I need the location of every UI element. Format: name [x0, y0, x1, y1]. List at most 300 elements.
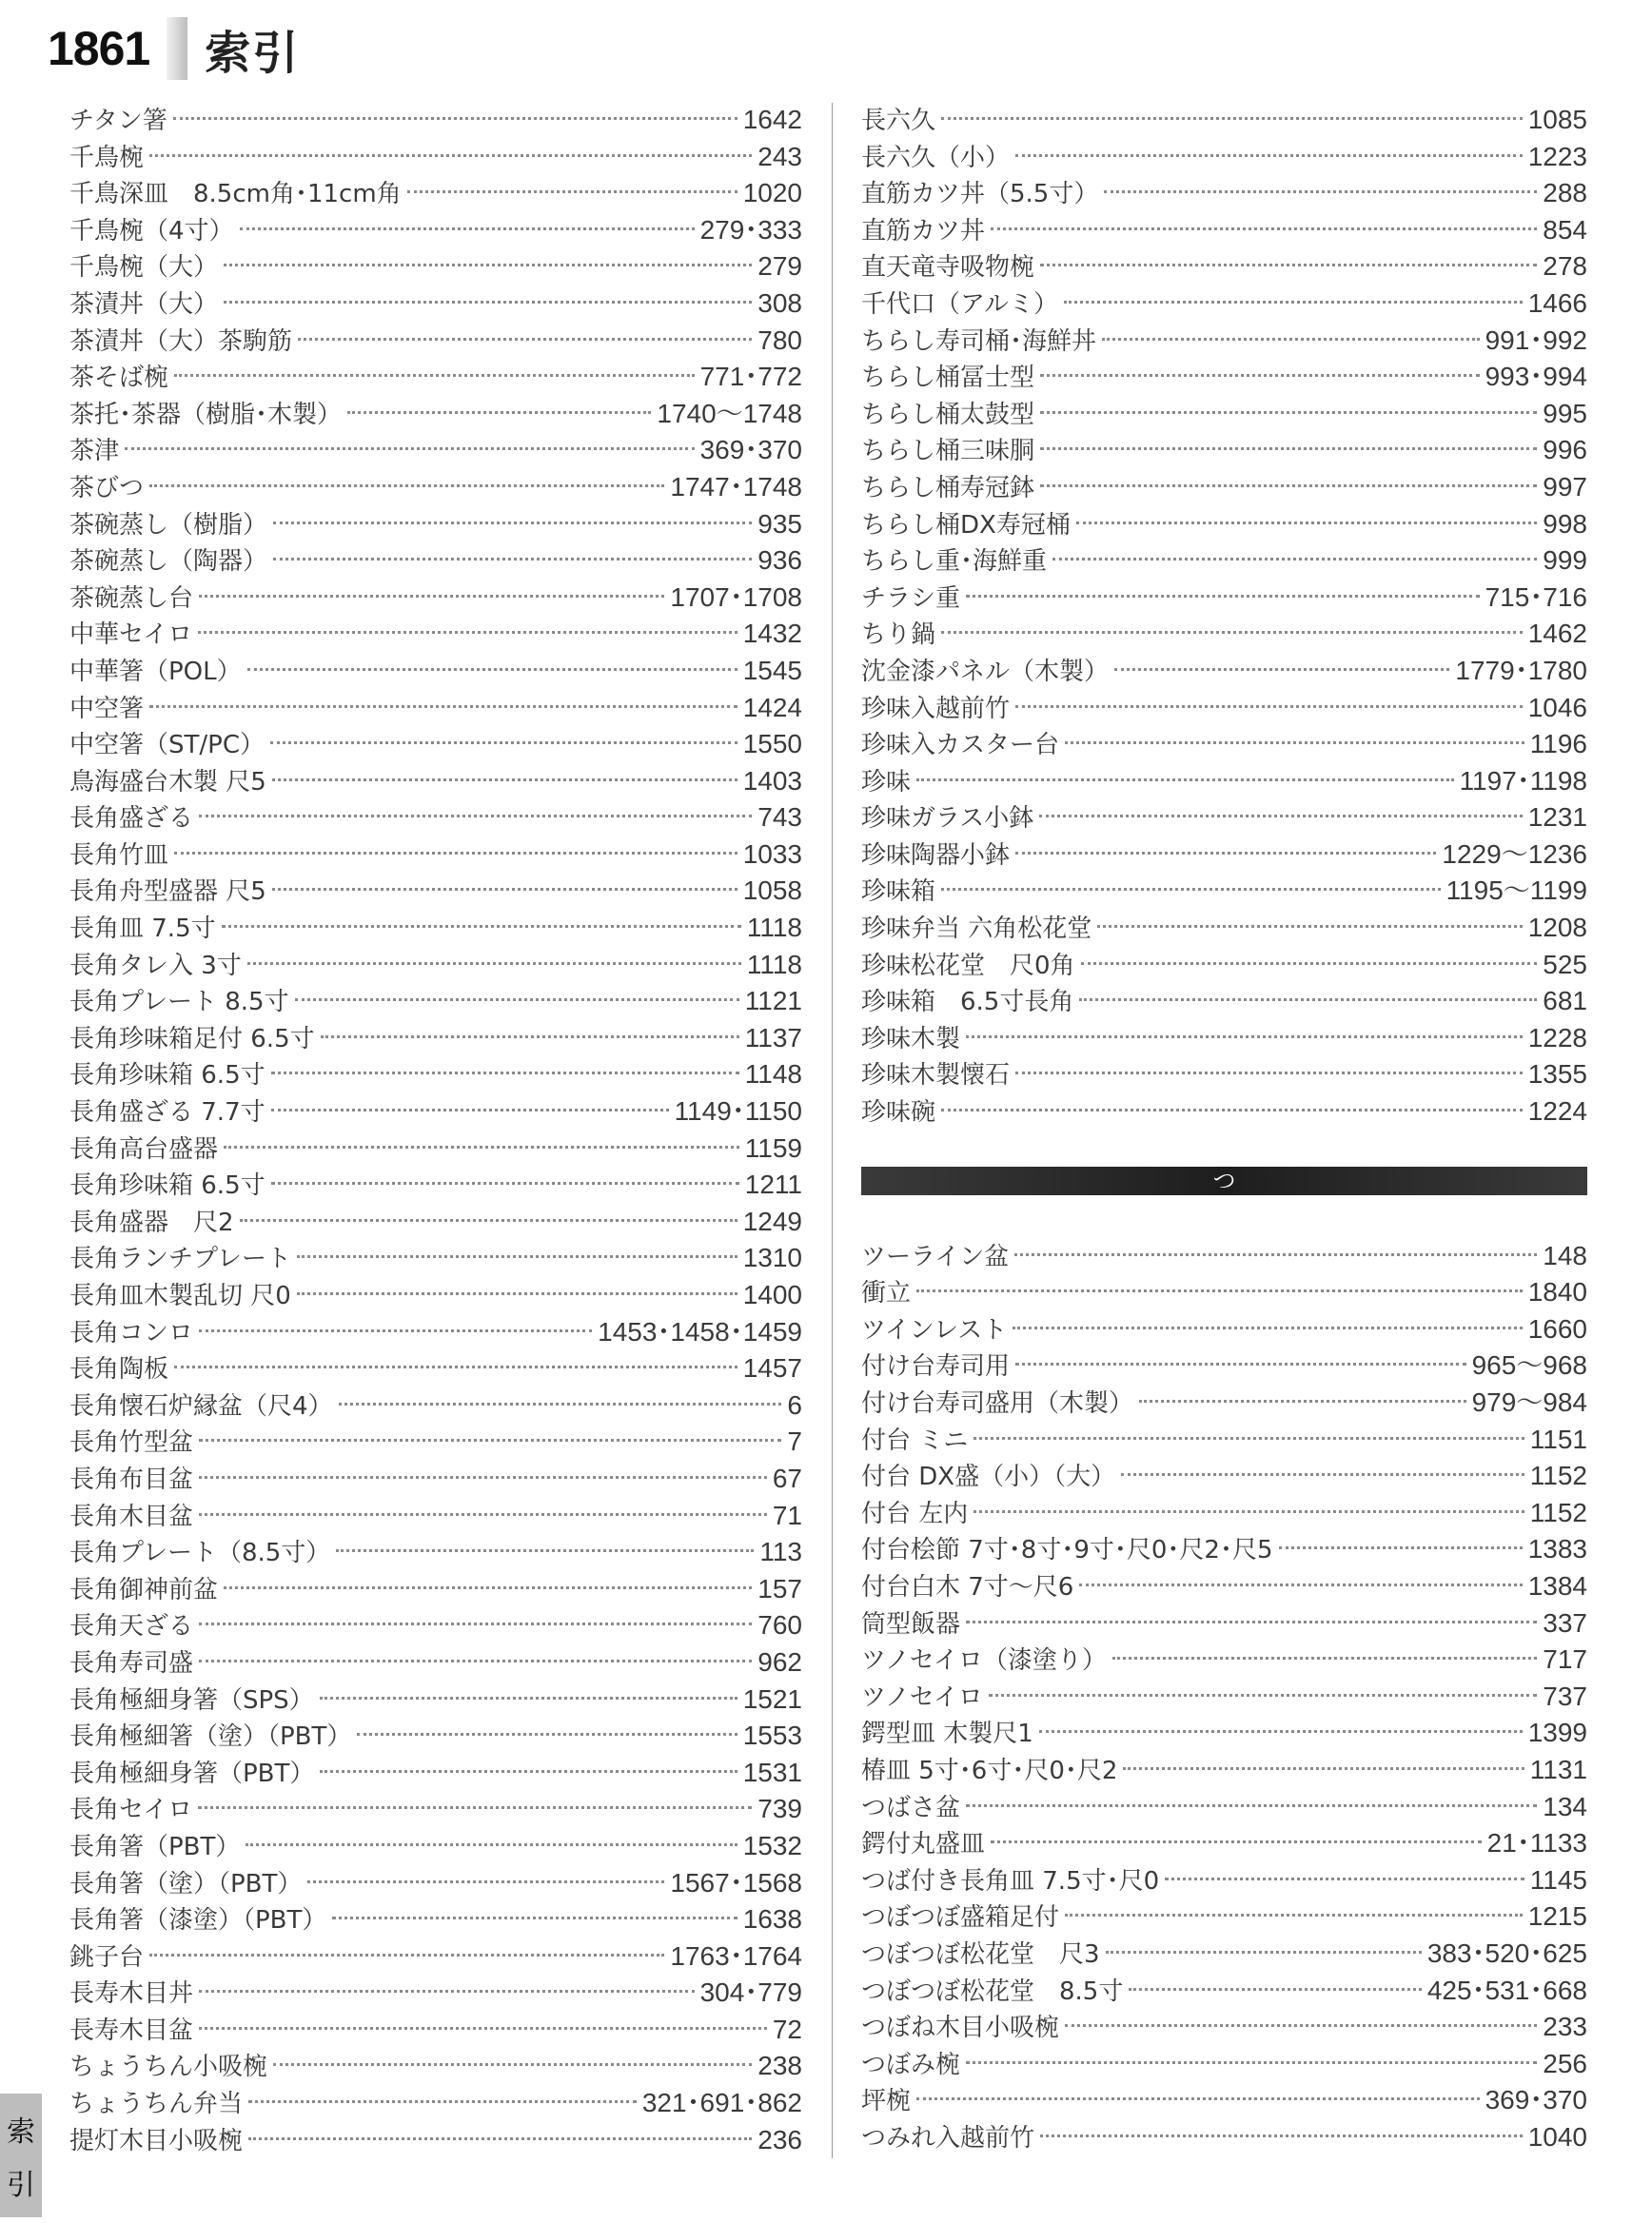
entry-name: 椿皿 5寸･6寸･尺0･尺2 — [861, 1756, 1118, 1785]
entry-name: チタン箸 — [69, 107, 167, 135]
entry-page-number: 279･333 — [699, 214, 802, 245]
index-entry — [861, 763, 1587, 800]
entry-name: 長角極細箸（塗）（PBT） — [69, 1722, 352, 1752]
entry-page-number: 993･994 — [1485, 362, 1587, 392]
index-entry — [69, 1167, 802, 1204]
dot-leader — [357, 1733, 737, 1736]
dot-leader — [174, 374, 695, 377]
entry-page-number: 760 — [757, 1610, 802, 1641]
dot-leader — [1040, 411, 1537, 414]
entry-name: 中華箸（POL） — [69, 657, 242, 686]
entry-page-number: 1145 — [1529, 1864, 1587, 1895]
dot-leader — [224, 1586, 752, 1589]
index-entry — [861, 2082, 1587, 2119]
entry-page-number: 1152 — [1529, 1461, 1587, 1491]
entry-page-number: 681 — [1543, 986, 1587, 1016]
dot-leader — [966, 2061, 1537, 2064]
entry-name: つみれ入越前竹 — [861, 2123, 1035, 2153]
dot-leader — [1139, 1400, 1466, 1403]
dot-leader — [1279, 1546, 1523, 1549]
dot-leader — [916, 2097, 1480, 2100]
entry-page-number: 1531 — [742, 1757, 802, 1787]
entry-page-number: 979～984 — [1471, 1387, 1587, 1417]
entry-page-number: 1224 — [1527, 1096, 1587, 1127]
entry-name: つば付き長角皿 7.5寸･尺0 — [861, 1866, 1160, 1896]
index-entry — [69, 1755, 802, 1792]
entry-page-number: 1660 — [1527, 1313, 1587, 1344]
index-column-left — [69, 102, 802, 2158]
entry-name: 長寿木目盆 — [69, 2016, 194, 2045]
entry-name: 付台 ミニ — [861, 1426, 969, 1455]
dot-leader — [966, 595, 1480, 598]
entry-name: 長角極細身箸（PBT） — [69, 1759, 315, 1788]
entry-page-number: 1197･1198 — [1459, 765, 1587, 796]
dot-leader — [270, 741, 738, 744]
dot-leader — [1014, 1253, 1537, 1256]
index-entry — [861, 1238, 1587, 1275]
entry-name: 長角珍味箱 6.5寸 — [69, 1061, 266, 1091]
index-entry — [69, 726, 802, 763]
dot-leader — [1114, 668, 1449, 671]
entry-page-number: 1763･1764 — [670, 1940, 802, 1971]
entry-page-number: 525 — [1543, 949, 1587, 979]
entry-page-number: 1211 — [744, 1170, 802, 1200]
entry-page-number: 113 — [759, 1537, 802, 1567]
dot-leader — [1064, 301, 1523, 304]
entry-name: 千鳥深皿 8.5cm角･11cm角 — [69, 180, 402, 209]
page-header — [48, 15, 300, 82]
entry-name: 付台 左内 — [861, 1499, 969, 1528]
entry-page-number: 1310 — [742, 1243, 802, 1273]
dot-leader — [966, 1804, 1537, 1807]
entry-name: 鳥海盛台木製 尺5 — [69, 767, 266, 797]
index-entry — [861, 1274, 1587, 1311]
entry-name: 茶碗蒸し（陶器） — [69, 547, 268, 577]
dot-leader — [273, 521, 752, 524]
dot-leader — [298, 338, 752, 341]
index-entry — [861, 1056, 1587, 1093]
dot-leader — [941, 117, 1523, 120]
entry-name: ちり鍋 — [861, 620, 936, 650]
entry-page-number: 1149･1150 — [674, 1096, 802, 1127]
index-entry — [69, 396, 802, 433]
entry-name: 茶そば椀 — [69, 364, 169, 393]
dot-leader — [199, 1439, 781, 1442]
entry-name: 長角陶板 — [69, 1355, 169, 1385]
entry-name: 直筋カツ丼 — [861, 216, 986, 246]
entry-name: ツインレスト — [861, 1315, 1008, 1345]
entry-page-number: 72 — [772, 2014, 802, 2044]
entry-page-number: 369･370 — [699, 435, 802, 465]
page-title: 索引 — [205, 26, 301, 80]
entry-page-number: 337 — [1543, 1607, 1587, 1638]
entry-name: 茶托･茶器（樹脂･木製） — [69, 400, 343, 429]
entry-page-number: 21･1133 — [1486, 1828, 1587, 1859]
entry-page-number: 148 — [1543, 1240, 1587, 1270]
entry-name: 付台 DX盛（小）（大） — [861, 1463, 1116, 1492]
dot-leader — [974, 1437, 1524, 1440]
entry-page-number: 1118 — [746, 949, 802, 979]
dot-leader — [321, 1035, 739, 1038]
index-entry — [861, 1385, 1587, 1422]
index-entry — [69, 432, 802, 469]
index-entry — [861, 506, 1587, 543]
entry-name: 提灯木目小吸椀 — [69, 2126, 244, 2155]
entry-page-number: 1747･1748 — [670, 471, 802, 502]
entry-page-number: 995 — [1543, 398, 1587, 428]
index-entry — [69, 1020, 802, 1057]
index-entry — [69, 1534, 802, 1571]
dot-leader — [1039, 815, 1522, 817]
entry-name: つぼつぼ盛箱足付 — [861, 1903, 1060, 1933]
entry-name: 珍味ガラス小鉢 — [861, 804, 1034, 834]
entry-page-number: 1121 — [744, 986, 802, 1016]
dot-leader — [1040, 447, 1537, 450]
entry-page-number: 737 — [1543, 1681, 1587, 1711]
index-entry — [861, 580, 1587, 617]
entry-page-number: 997 — [1543, 471, 1587, 502]
entry-page-number: 1148 — [744, 1059, 802, 1090]
entry-page-number: 715･716 — [1485, 581, 1587, 612]
dot-leader — [199, 1476, 767, 1479]
index-entry — [861, 139, 1587, 176]
index-entry — [69, 1828, 802, 1865]
entry-name: つぼつぼ松花堂 尺3 — [861, 1939, 1100, 1969]
index-entry — [69, 799, 802, 836]
entry-name: 長角コンロ — [69, 1318, 194, 1348]
entry-page-number: 962 — [757, 1646, 802, 1677]
entry-name: ちらし桶DX寿冠桶 — [861, 510, 1071, 540]
index-entry — [69, 873, 802, 910]
dot-leader — [1102, 338, 1480, 341]
index-list-right-top — [861, 102, 1587, 1131]
dot-leader — [240, 227, 695, 230]
dot-leader — [174, 1366, 738, 1368]
dot-leader — [1129, 1988, 1421, 1991]
entry-name: 付台白木 7寸～尺6 — [861, 1572, 1074, 1602]
index-entry — [69, 2085, 802, 2122]
entry-page-number: 236 — [757, 2124, 802, 2154]
entry-page-number: 1424 — [742, 692, 802, 722]
entry-name: 長角珍味箱足付 6.5寸 — [69, 1024, 315, 1053]
entry-page-number: 996 — [1543, 435, 1587, 465]
entry-page-number: 238 — [757, 2051, 802, 2081]
index-side-tab — [0, 2094, 42, 2217]
entry-page-number: 7 — [787, 1426, 802, 1457]
entry-page-number: 998 — [1543, 508, 1587, 539]
entry-name: 長角寿司盛 — [69, 1648, 194, 1678]
entry-name: 長角御神前盆 — [69, 1575, 219, 1604]
entry-page-number: 1249 — [742, 1206, 802, 1236]
side-tab-char-2: 引 — [7, 2169, 35, 2202]
dot-leader — [1165, 1878, 1524, 1880]
dot-leader — [149, 705, 738, 708]
entry-name: 付台桧節 7寸･8寸･9寸･尺0･尺2･尺5 — [861, 1536, 1273, 1565]
dot-leader — [320, 1697, 738, 1700]
entry-name: ツノセイロ — [861, 1682, 983, 1712]
index-entry — [69, 1718, 802, 1755]
entry-page-number: 1137 — [744, 1022, 802, 1052]
index-list-right-bottom — [861, 1238, 1587, 2156]
entry-page-number: 1521 — [742, 1683, 802, 1714]
entry-page-number: 935 — [757, 508, 802, 539]
entry-page-number: 1462 — [1527, 619, 1587, 649]
entry-name: 長角木目盆 — [69, 1502, 194, 1531]
page-number: 1861 — [48, 22, 150, 75]
dot-leader — [307, 1880, 664, 1883]
dot-leader — [916, 778, 1454, 781]
header-gradient-bar — [167, 17, 187, 80]
dot-leader — [1040, 264, 1537, 266]
entry-page-number: 1545 — [742, 655, 802, 685]
dot-leader — [1039, 1730, 1523, 1733]
dot-leader — [966, 1035, 1523, 1038]
dot-leader — [1106, 1951, 1422, 1954]
entry-name: 付け台寿司用 — [861, 1352, 1011, 1382]
entry-page-number: 1020 — [742, 178, 802, 208]
side-tab-char-1: 索 — [7, 2115, 35, 2149]
index-entry — [861, 947, 1587, 984]
entry-page-number: 1553 — [742, 1721, 802, 1751]
dot-leader — [273, 2063, 752, 2066]
dot-leader — [173, 117, 738, 120]
entry-page-number: 1550 — [742, 729, 802, 759]
dot-leader — [336, 1549, 754, 1552]
index-entry — [861, 1458, 1587, 1495]
entry-name: 長角箸（塗）（PBT） — [69, 1869, 303, 1898]
entry-page-number: 243 — [757, 141, 802, 171]
dot-leader — [1013, 1327, 1522, 1329]
dot-leader — [974, 1510, 1524, 1513]
index-entry — [861, 1020, 1587, 1057]
entry-name: 千鳥椀（4寸） — [69, 216, 234, 246]
entry-name: 珍味木製懐石 — [861, 1061, 1011, 1091]
index-entry — [69, 248, 802, 285]
dot-leader — [224, 301, 752, 304]
index-entry — [69, 1350, 802, 1387]
entry-page-number: 771･772 — [699, 362, 802, 392]
entry-page-number: 304･779 — [699, 1977, 802, 2008]
entry-name: 珍味松花堂 尺0角 — [861, 951, 1075, 980]
entry-page-number: 1228 — [1527, 1022, 1587, 1052]
column-divider — [832, 103, 833, 2158]
dot-leader — [247, 962, 741, 965]
entry-name: つぼみ椀 — [861, 2050, 961, 2079]
entry-page-number: 1779･1780 — [1455, 655, 1587, 685]
index-entry — [861, 285, 1587, 323]
entry-name: 長六久（小） — [861, 143, 1011, 172]
index-entry — [69, 285, 802, 323]
index-entry — [69, 690, 802, 727]
dot-leader — [199, 1623, 752, 1625]
index-entry — [69, 175, 802, 212]
entry-page-number: 6 — [787, 1389, 802, 1420]
index-entry — [861, 396, 1587, 433]
dot-leader — [1079, 998, 1537, 1001]
entry-page-number: 425･531･668 — [1426, 1975, 1587, 2005]
entry-page-number: 739 — [757, 1794, 802, 1824]
index-entry — [861, 359, 1587, 396]
index-entry — [861, 1789, 1587, 1826]
dot-leader — [297, 1292, 738, 1295]
entry-name: ちらし寿司桶･海鮮丼 — [861, 326, 1097, 356]
index-entry — [69, 947, 802, 984]
dot-leader — [1097, 925, 1522, 928]
dot-leader — [240, 1219, 738, 1222]
index-entry — [861, 690, 1587, 727]
entry-page-number: 157 — [757, 1573, 802, 1603]
dot-leader — [1065, 741, 1524, 744]
entry-name: 珍味木製 — [861, 1024, 961, 1053]
index-entry — [861, 432, 1587, 469]
dot-leader — [1121, 1473, 1524, 1476]
entry-name: 坪椀 — [861, 2087, 912, 2116]
entry-page-number: 1740～1748 — [657, 398, 802, 428]
dot-leader — [320, 1770, 737, 1773]
dot-leader — [199, 1329, 592, 1332]
index-entry — [861, 2119, 1587, 2156]
index-entry — [861, 1752, 1587, 1789]
entry-name: ツーライン盆 — [861, 1242, 1010, 1271]
dot-leader — [1081, 962, 1538, 965]
dot-leader — [248, 2100, 637, 2103]
entry-name: ちらし桶三味胴 — [861, 437, 1035, 466]
entry-name: 茶漬丼（大）茶駒筋 — [69, 326, 293, 356]
dot-leader — [295, 998, 739, 1001]
index-entry — [861, 1605, 1587, 1643]
entry-name: 珍味箱 — [861, 877, 936, 907]
entry-name: 茶碗蒸し（樹脂） — [69, 510, 268, 540]
index-entry — [861, 1825, 1587, 1862]
entry-name: 長角天ざる — [69, 1612, 194, 1642]
index-entry — [69, 616, 802, 653]
dot-leader — [125, 447, 695, 450]
dot-leader — [199, 1660, 752, 1662]
entry-page-number: 383･520･625 — [1426, 1938, 1587, 1968]
entry-page-number: 134 — [1543, 1791, 1587, 1821]
index-entry — [69, 102, 802, 139]
entry-page-number: 1152 — [1529, 1497, 1587, 1527]
entry-page-number: 717 — [1543, 1644, 1587, 1675]
index-entry — [861, 323, 1587, 360]
entry-page-number: 743 — [757, 802, 802, 833]
entry-name: 長角布目盆 — [69, 1465, 194, 1494]
index-entry — [69, 469, 802, 506]
index-entry — [69, 1571, 802, 1608]
dot-leader — [339, 1403, 782, 1406]
index-entry — [69, 1131, 802, 1168]
entry-page-number: 1058 — [742, 875, 802, 906]
index-entry — [861, 910, 1587, 947]
dot-leader — [199, 815, 752, 817]
index-entry — [861, 248, 1587, 285]
index-entry — [69, 910, 802, 947]
dot-leader — [224, 1146, 739, 1149]
entry-page-number: 1532 — [742, 1830, 802, 1860]
dot-leader — [198, 631, 737, 634]
index-entry — [69, 580, 802, 617]
dot-leader — [1112, 1657, 1537, 1660]
entry-page-number: 1355 — [1527, 1059, 1587, 1090]
entry-page-number: 1033 — [742, 838, 802, 869]
entry-name: 長角タレ入 3寸 — [69, 951, 242, 980]
dot-leader — [916, 1289, 1523, 1292]
index-entry — [861, 836, 1587, 874]
dot-leader — [271, 1109, 669, 1112]
index-entry — [861, 1862, 1587, 1899]
entry-name: 長角舟型盛器 尺5 — [69, 877, 266, 907]
entry-name: 長角盛ざる 7.7寸 — [69, 1098, 266, 1128]
entry-name: ちょうちん小吸椀 — [69, 2053, 268, 2082]
dot-leader — [991, 227, 1537, 230]
index-entry — [861, 1495, 1587, 1532]
dot-leader — [174, 852, 738, 855]
entry-page-number: 999 — [1543, 545, 1587, 576]
entry-name: つぼね木目小吸椀 — [861, 2014, 1060, 2043]
index-entry — [69, 542, 802, 580]
dot-leader — [246, 1843, 737, 1846]
index-entry — [861, 1715, 1587, 1752]
entry-name: ちらし重･海鮮重 — [861, 547, 1048, 577]
entry-name: 沈金漆パネル（木製） — [861, 657, 1110, 686]
entry-name: 長寿木目丼 — [69, 1979, 194, 2009]
entry-name: ちらし桶寿冠鉢 — [861, 473, 1035, 502]
entry-page-number: 279 — [757, 251, 802, 282]
entry-name: チラシ重 — [861, 583, 961, 613]
dot-leader — [1065, 1914, 1523, 1917]
entry-page-number: 369･370 — [1485, 2085, 1587, 2115]
index-entry — [69, 2012, 802, 2049]
index-entry — [861, 616, 1587, 653]
entry-page-number: 1403 — [742, 765, 802, 796]
entry-name: 長角セイロ — [69, 1796, 193, 1825]
dot-leader — [1040, 484, 1537, 487]
entry-page-number: 1567･1568 — [670, 1867, 802, 1898]
index-entry — [69, 1387, 802, 1425]
index-entry — [861, 2009, 1587, 2046]
entry-name: ちらし桶冨士型 — [861, 364, 1035, 393]
entry-name: 中華セイロ — [69, 620, 193, 650]
index-entry — [861, 726, 1587, 763]
entry-name: 千鳥椀（大） — [69, 253, 219, 283]
index-entry — [861, 1093, 1587, 1131]
entry-name: ちょうちん弁当 — [69, 2090, 244, 2119]
index-entry — [69, 1938, 802, 1976]
entry-page-number: 1215 — [1527, 1901, 1587, 1932]
entry-name: 長六久 — [861, 107, 936, 135]
entry-name: 珍味 — [861, 767, 912, 797]
entry-page-number: 1638 — [742, 1904, 802, 1935]
entry-name: つばさ盆 — [861, 1793, 961, 1822]
dot-leader — [272, 778, 738, 781]
entry-page-number: 1400 — [742, 1280, 802, 1309]
entry-name: 筒型飯器 — [861, 1609, 961, 1639]
entry-page-number: 1453･1458･1459 — [598, 1316, 802, 1347]
index-entry — [861, 542, 1587, 580]
index-entry — [69, 1056, 802, 1093]
index-entry — [69, 1975, 802, 2012]
dot-leader — [247, 668, 738, 671]
index-column-right — [861, 102, 1587, 2155]
entry-name: 珍味陶器小鉢 — [861, 840, 1011, 870]
entry-name: 珍味弁当 六角松花堂 — [861, 915, 1092, 944]
index-entry — [861, 1973, 1587, 2010]
entry-page-number: 1466 — [1527, 287, 1587, 318]
dot-leader — [1076, 521, 1537, 524]
entry-name: 鍔付丸盛皿 — [861, 1830, 986, 1859]
entry-page-number: 1151 — [1529, 1424, 1587, 1454]
entry-name: 長角竹皿 — [69, 840, 169, 870]
